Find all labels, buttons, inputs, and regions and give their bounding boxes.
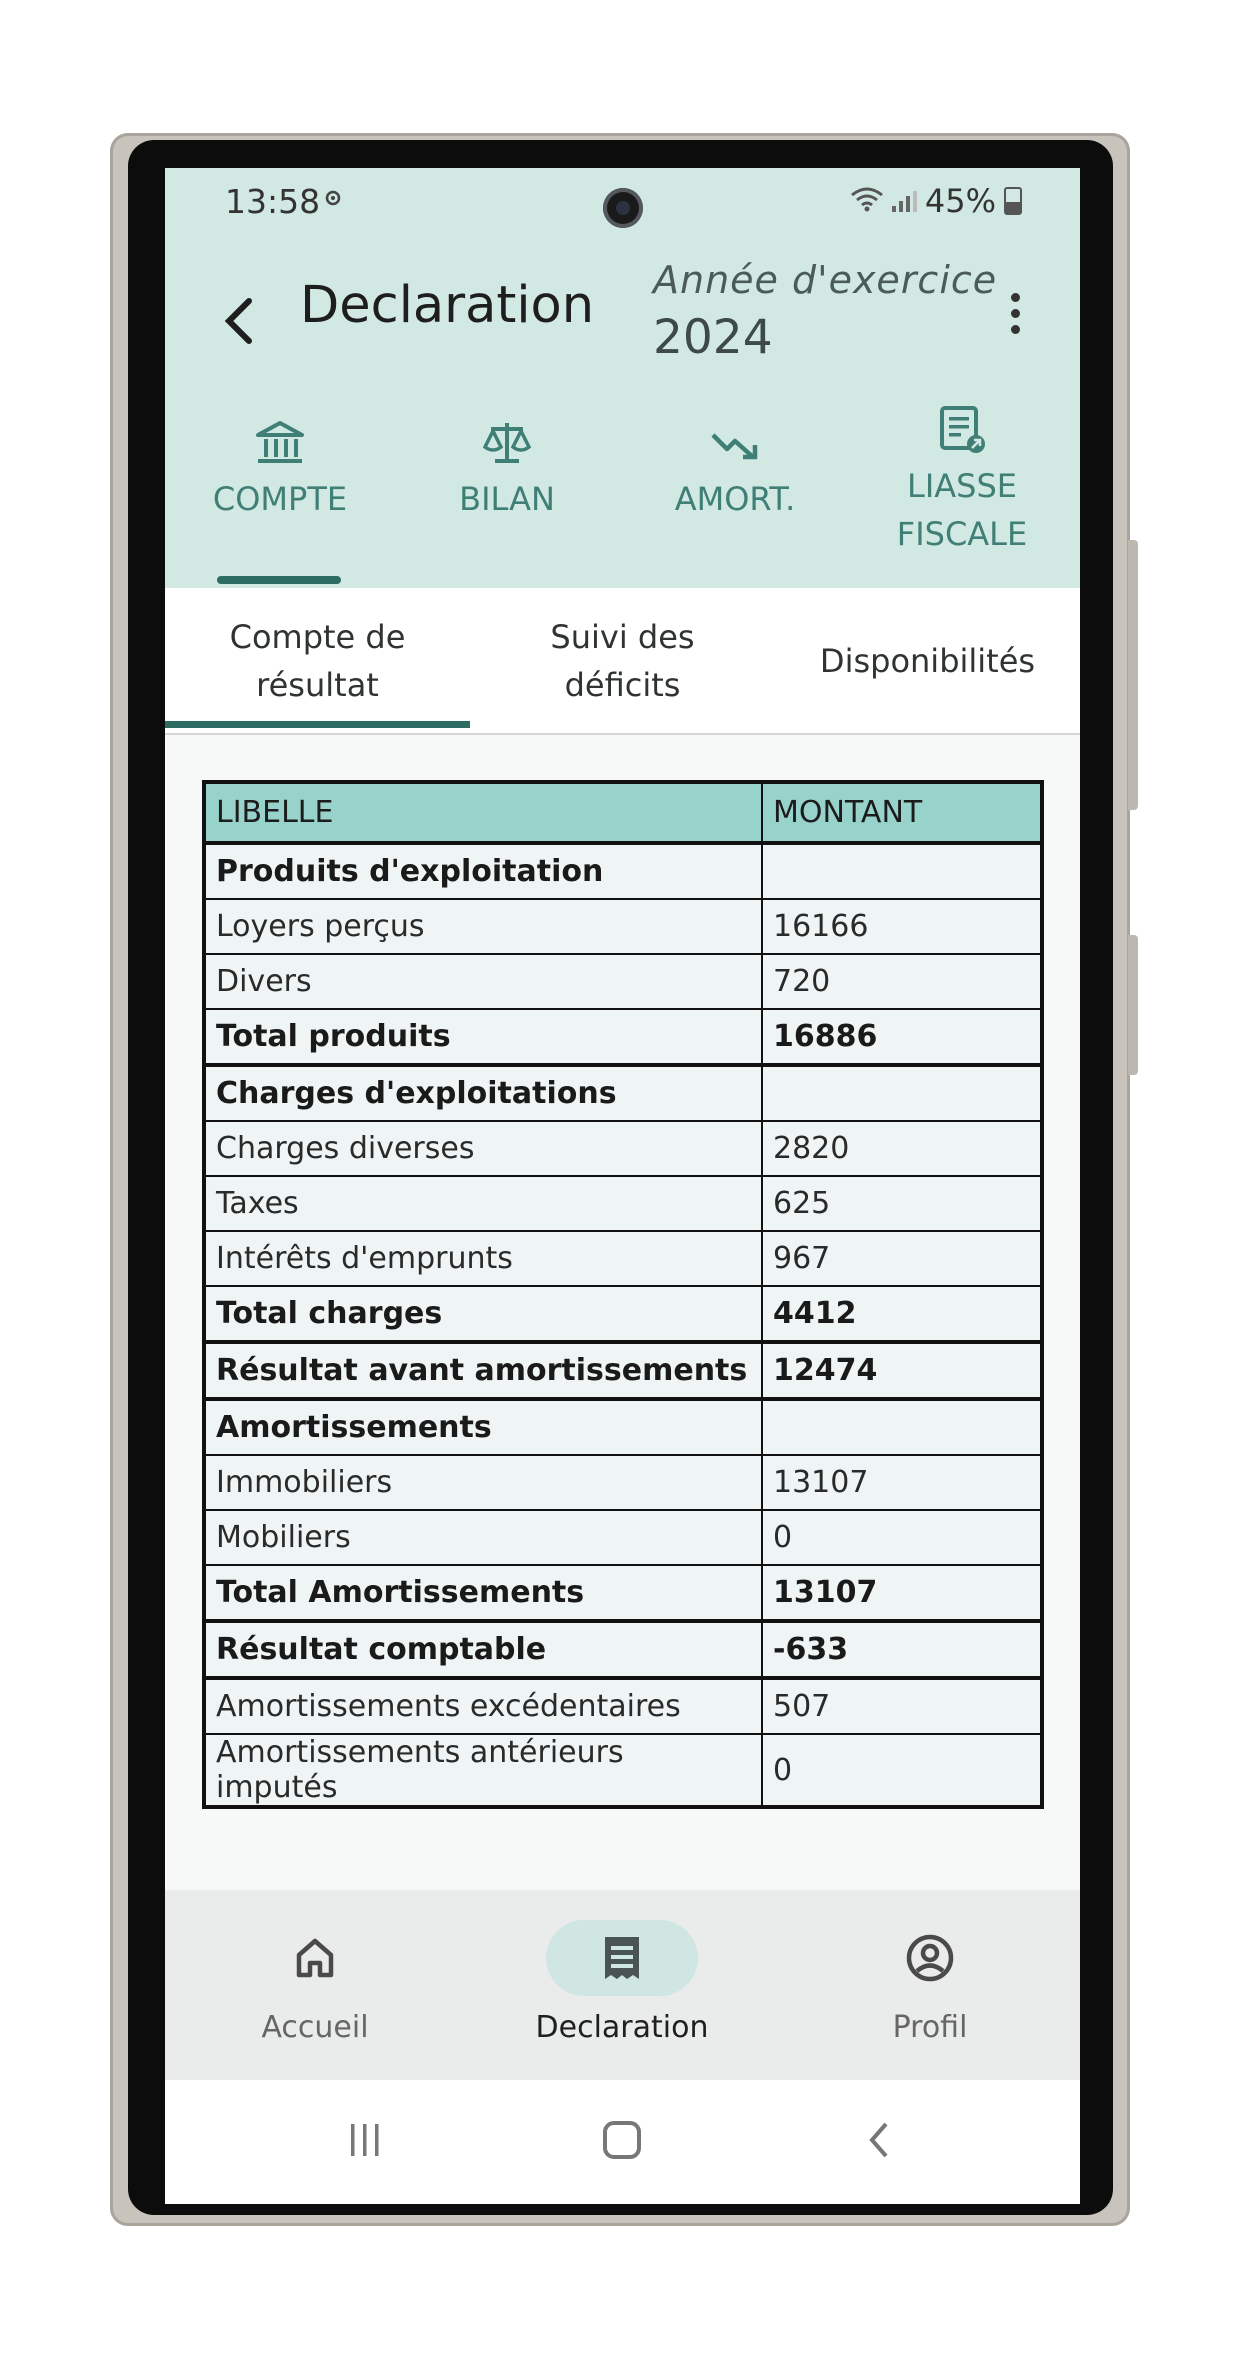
page-title: Declaration bbox=[300, 276, 595, 335]
screen bbox=[165, 168, 1080, 2204]
table-row bbox=[204, 1678, 1042, 1734]
row-value: 0 bbox=[762, 1734, 1042, 1807]
row-value: 720 bbox=[762, 954, 1042, 1009]
row-value: 0 bbox=[762, 1510, 1042, 1565]
home-icon bbox=[165, 1918, 465, 1998]
row-label: Immobiliers bbox=[204, 1455, 762, 1510]
signal-icon bbox=[892, 190, 917, 212]
nav-active-pill bbox=[472, 1918, 772, 1998]
column-header: MONTANT bbox=[762, 782, 1042, 843]
row-label: Total charges bbox=[204, 1286, 762, 1342]
row-value: 2820 bbox=[762, 1121, 1042, 1176]
battery-icon bbox=[1004, 187, 1022, 215]
table-row bbox=[204, 1121, 1042, 1176]
row-label: Charges diverses bbox=[204, 1121, 762, 1176]
row-label: Total produits bbox=[204, 1009, 762, 1065]
profile-icon bbox=[780, 1918, 1080, 1998]
row-label: Charges d'exploitations bbox=[204, 1065, 762, 1121]
row-value: 507 bbox=[762, 1678, 1042, 1734]
table-row bbox=[204, 1286, 1042, 1342]
back-button[interactable] bbox=[213, 286, 263, 356]
column-header: LIBELLE bbox=[204, 782, 762, 843]
row-label: Résultat avant amortissements bbox=[204, 1342, 762, 1399]
subtab-suivi-des-deficits[interactable]: Suivi des déficits bbox=[550, 617, 695, 704]
active-tab-indicator bbox=[217, 576, 341, 584]
table-row bbox=[204, 954, 1042, 1009]
row-label: Amortissements excédentaires bbox=[204, 1678, 762, 1734]
table-row bbox=[204, 843, 1042, 899]
nav-label: Profil bbox=[892, 2010, 968, 2045]
table-row bbox=[204, 1065, 1042, 1121]
nav-accueil[interactable] bbox=[165, 1890, 465, 2080]
battery-percent: 45% bbox=[924, 182, 996, 220]
receipt-icon bbox=[546, 1920, 698, 1996]
side-button bbox=[1128, 540, 1138, 810]
wifi-icon bbox=[850, 182, 884, 220]
table-row bbox=[204, 1510, 1042, 1565]
row-label: Intérêts d'emprunts bbox=[204, 1231, 762, 1286]
tab-label: BILAN bbox=[459, 480, 555, 518]
table-row bbox=[204, 1009, 1042, 1065]
row-label: Total Amortissements bbox=[204, 1565, 762, 1621]
front-camera bbox=[603, 188, 643, 228]
tab-label: AMORT. bbox=[674, 480, 796, 518]
row-value: 967 bbox=[762, 1231, 1042, 1286]
results-table bbox=[202, 780, 1044, 1809]
tab-label: LIASSE FISCALE bbox=[896, 467, 1028, 553]
year-value[interactable]: 2024 bbox=[653, 310, 773, 365]
nav-declaration[interactable] bbox=[472, 1890, 772, 2080]
year-label: Année d'exercice bbox=[653, 258, 998, 302]
table-row bbox=[204, 1621, 1042, 1678]
home-button[interactable] bbox=[587, 2110, 657, 2170]
status-right bbox=[850, 182, 1022, 220]
table-row bbox=[204, 1734, 1042, 1807]
status-time: 13:58 bbox=[225, 182, 321, 221]
trending-down-icon bbox=[635, 413, 835, 473]
row-value: 12474 bbox=[762, 1342, 1042, 1399]
bottom-navigation bbox=[165, 1890, 1080, 2080]
app-header bbox=[165, 168, 1080, 590]
nav-label: Declaration bbox=[535, 2010, 709, 2045]
scale-icon bbox=[407, 413, 607, 473]
nav-profil[interactable] bbox=[780, 1890, 1080, 2080]
row-label: Amortissements bbox=[204, 1399, 762, 1455]
side-button bbox=[1128, 935, 1138, 1075]
row-value bbox=[762, 843, 1042, 899]
row-value: 4412 bbox=[762, 1286, 1042, 1342]
subtab-compte-de-resultat[interactable]: Compte de résultat bbox=[229, 617, 406, 704]
table-row bbox=[204, 1176, 1042, 1231]
row-value bbox=[762, 1399, 1042, 1455]
row-label: Mobiliers bbox=[204, 1510, 762, 1565]
recent-apps-button[interactable] bbox=[330, 2110, 400, 2170]
tab-liasse-fiscale[interactable] bbox=[862, 400, 1062, 558]
table-row bbox=[204, 1455, 1042, 1510]
system-navigation-bar bbox=[165, 2080, 1080, 2204]
row-value: 16166 bbox=[762, 899, 1042, 954]
row-label: Divers bbox=[204, 954, 762, 1009]
active-subtab-indicator bbox=[165, 721, 470, 728]
system-back-button[interactable] bbox=[845, 2110, 915, 2170]
row-label: Résultat comptable bbox=[204, 1621, 762, 1678]
table-row bbox=[204, 1565, 1042, 1621]
tab-compte[interactable] bbox=[180, 413, 380, 523]
row-value: 13107 bbox=[762, 1455, 1042, 1510]
document-icon bbox=[862, 400, 1062, 460]
table-row bbox=[204, 1399, 1042, 1455]
row-label: Loyers perçus bbox=[204, 899, 762, 954]
row-label: Amortissements antérieurs imputés bbox=[204, 1734, 762, 1807]
row-label: Taxes bbox=[204, 1176, 762, 1231]
table-row bbox=[204, 1342, 1042, 1399]
tab-amort[interactable] bbox=[635, 413, 835, 523]
bank-icon bbox=[180, 413, 380, 473]
row-value bbox=[762, 1065, 1042, 1121]
row-value: 16886 bbox=[762, 1009, 1042, 1065]
row-value: 625 bbox=[762, 1176, 1042, 1231]
row-label: Produits d'exploitation bbox=[204, 843, 762, 899]
table-row bbox=[204, 1231, 1042, 1286]
row-value: 13107 bbox=[762, 1565, 1042, 1621]
tab-bilan[interactable] bbox=[407, 413, 607, 523]
row-value: -633 bbox=[762, 1621, 1042, 1678]
settings-status-icon bbox=[322, 186, 344, 216]
table-row bbox=[204, 899, 1042, 954]
sub-tab-bar bbox=[165, 588, 1080, 735]
nav-label: Accueil bbox=[261, 2010, 369, 2045]
more-options-button[interactable] bbox=[1000, 286, 1030, 356]
tab-label: COMPTE bbox=[212, 480, 348, 518]
subtab-disponibilites[interactable]: Disponibilités bbox=[819, 641, 1036, 680]
table-header-row bbox=[204, 782, 1042, 843]
